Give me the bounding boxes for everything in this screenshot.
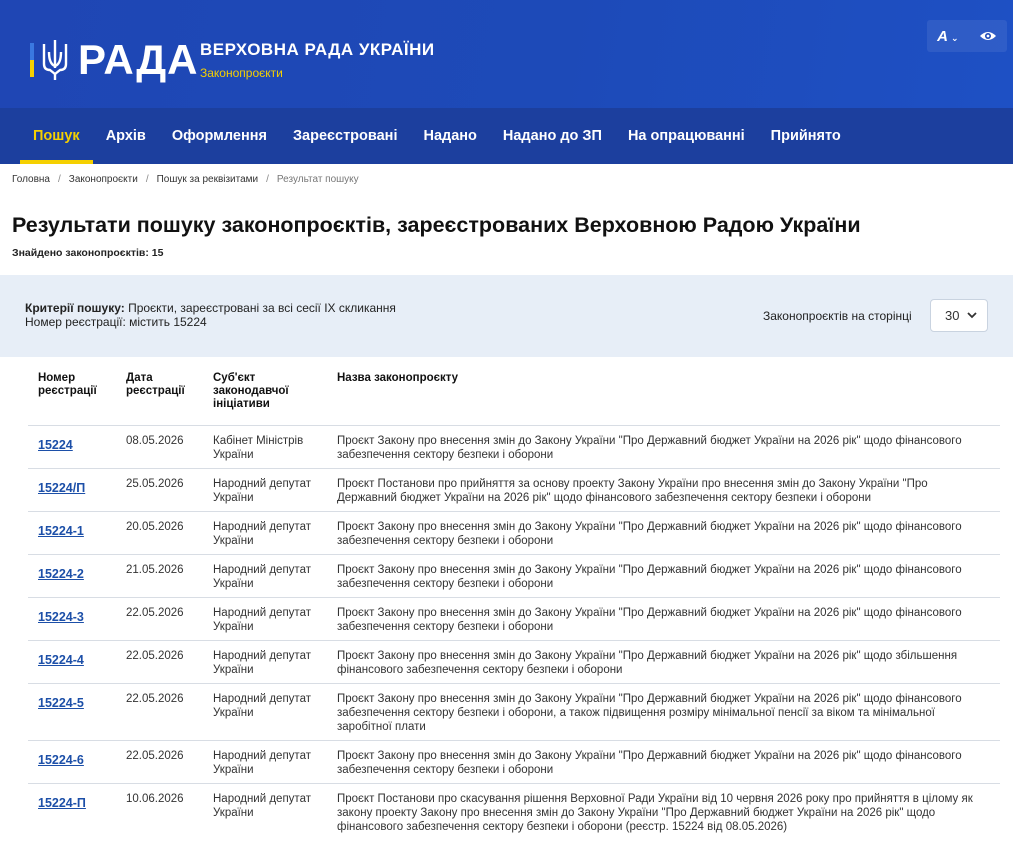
cell-subject: Народний депутат України: [203, 784, 327, 841]
cell-date: 10.06.2026: [116, 784, 203, 841]
nav-item-drafting[interactable]: Оформлення: [171, 128, 267, 144]
nav-item-archive[interactable]: Архів: [105, 128, 146, 144]
table-row: [28, 598, 1000, 641]
breadcrumb-separator: /: [145, 174, 149, 185]
cell-subject: Народний депутат України: [203, 555, 327, 598]
bill-number-link[interactable]: 15224-1: [38, 524, 84, 538]
logo-word: РАДА: [78, 36, 199, 83]
bill-number-link[interactable]: 15224/П: [38, 481, 86, 495]
cell-number: [28, 684, 116, 741]
cell-date: 20.05.2026: [116, 512, 203, 555]
cell-subject: Народний депутат України: [203, 641, 327, 684]
cell-subject: Кабінет Міністрів України: [203, 426, 327, 469]
bill-number-link[interactable]: 15224-2: [38, 567, 84, 581]
cell-number: [28, 741, 116, 784]
table-row: [28, 741, 1000, 784]
results-table: [28, 362, 1000, 840]
breadcrumb-separator: /: [58, 174, 61, 185]
nav-item-adopted[interactable]: Прийнято: [770, 128, 841, 144]
table-header-row: [28, 362, 1000, 426]
font-size-button[interactable]: [937, 28, 958, 45]
per-page-select[interactable]: [930, 299, 988, 332]
chevron-down-icon: [967, 312, 977, 319]
cell-subject: Народний депутат України: [203, 469, 327, 512]
cell-title: Проєкт Закону про внесення змін до Закону України "Про Державний бюджет України на 2026 рік" щодо збільшення фінансового забезпечення сектору безпеки і оборони: [327, 641, 1000, 684]
cell-title: Проєкт Закону про внесення змін до Закону України "Про Державний бюджет України на 2026 рік" щодо фінансового забезпечення сектору безпеки і оборони, а також підвищення розміру мінімальної пенсії за віком та мінімальної заробітної плати: [327, 684, 1000, 741]
site-logo[interactable]: [30, 38, 198, 82]
criteria-value: Проєкти, зареєстровані за всі сесії IX скликання: [128, 301, 396, 315]
breadcrumb: [12, 174, 359, 185]
column-header-subject: Суб'єкт законодавчої ініціативи: [213, 372, 289, 410]
cell-date: 25.05.2026: [116, 469, 203, 512]
breadcrumb-current: Результат пошуку: [276, 174, 359, 185]
cell-date: 22.05.2026: [116, 741, 203, 784]
criteria-text: [25, 301, 396, 329]
cell-title: Проєкт Закону про внесення змін до Закону України "Про Державний бюджет України на 2026 рік" щодо фінансового забезпечення сектору безпеки і оборони: [327, 512, 1000, 555]
site-title-sub[interactable]: Законопроєкти: [200, 66, 283, 80]
cell-subject: Народний депутат України: [203, 512, 327, 555]
chevron-down-icon: ⌄: [950, 32, 959, 43]
cell-number: [28, 426, 116, 469]
cell-date: 22.05.2026: [116, 598, 203, 641]
site-title: [200, 40, 435, 80]
breadcrumb-search[interactable]: Пошук за реквізитами: [156, 174, 259, 185]
per-page-value: 30: [945, 308, 960, 323]
cell-title: Проєкт Закону про внесення змін до Закону України "Про Державний бюджет України на 2026 рік" щодо фінансового забезпечення сектору безпеки і оборони: [327, 555, 1000, 598]
table-row: [28, 784, 1000, 841]
breadcrumb-bills[interactable]: Законопроєкти: [68, 174, 138, 185]
cell-title: Проєкт Закону про внесення змін до Закону України "Про Державний бюджет України на 2026 рік" щодо фінансового забезпечення сектору безпеки і оборони: [327, 598, 1000, 641]
table-row: [28, 641, 1000, 684]
cell-number: [28, 469, 116, 512]
cell-subject: Народний депутат України: [203, 684, 327, 741]
cell-subject: Народний депутат України: [203, 598, 327, 641]
table-row: [28, 426, 1000, 469]
cell-number: [28, 598, 116, 641]
cell-subject: Народний депутат України: [203, 741, 327, 784]
nav-item-submitted-zp[interactable]: Надано до ЗП: [502, 128, 602, 144]
cell-number: [28, 784, 116, 841]
header-tools: [927, 20, 1007, 52]
bill-number-link[interactable]: 15224-6: [38, 753, 84, 767]
trident-icon: [40, 38, 70, 82]
bill-number-link[interactable]: 15224: [38, 438, 73, 452]
page-title: Результати пошуку законопроєктів, зареєстрованих Верховною Радою України: [12, 213, 861, 237]
cell-number: [28, 641, 116, 684]
cell-date: 22.05.2026: [116, 641, 203, 684]
criteria-label: Критерії пошуку:: [25, 301, 125, 315]
nav-item-search[interactable]: Пошук: [20, 108, 93, 164]
cell-number: [28, 555, 116, 598]
cell-date: 21.05.2026: [116, 555, 203, 598]
cell-date: 08.05.2026: [116, 426, 203, 469]
table-row: [28, 555, 1000, 598]
bill-number-link[interactable]: 15224-П: [38, 796, 86, 810]
bill-number-link[interactable]: 15224-4: [38, 653, 84, 667]
table-row: [28, 469, 1000, 512]
cell-number: [28, 512, 116, 555]
main-nav: [0, 108, 1013, 164]
cell-title: Проєкт Постанови про скасування рішення Верховної Ради України від 10 червня 2026 року про прийняття в цілому як закону проекту Закону про внесення змін до Закону України "Про Державний бюджет України на 2026 рік" щодо фінансового забезпечення сектору безпеки і оборони (реєстр. 15224 від 08.05.2026): [327, 784, 1000, 841]
nav-item-registered[interactable]: Зареєстровані: [292, 128, 398, 144]
reg-number-label: Номер реєстрації:: [25, 315, 126, 329]
results-count: Знайдено законопроєктів: 15: [12, 247, 164, 259]
flag-stripe: [30, 43, 34, 77]
cell-title: Проєкт Закону про внесення змін до Закону України "Про Державний бюджет України на 2026 рік" щодо фінансового забезпечення сектору безпеки і оборони: [327, 741, 1000, 784]
column-header-number: Номер реєстрації: [38, 372, 97, 397]
nav-item-submitted[interactable]: Надано: [423, 128, 477, 144]
nav-item-in-progress[interactable]: На опрацюванні: [627, 128, 745, 144]
bill-number-link[interactable]: 15224-3: [38, 610, 84, 624]
font-size-label: A: [937, 27, 948, 45]
per-page-label: Законопроєктів на сторінці: [763, 309, 912, 323]
eye-icon[interactable]: [979, 30, 997, 42]
bill-number-link[interactable]: 15224-5: [38, 696, 84, 710]
search-criteria-panel: [0, 275, 1013, 357]
reg-number-value: містить 15224: [129, 315, 207, 329]
table-row: [28, 512, 1000, 555]
cell-date: 22.05.2026: [116, 684, 203, 741]
column-header-title: Назва законопроєкту: [337, 372, 459, 384]
column-header-date: Дата реєстрації: [126, 372, 185, 397]
breadcrumb-separator: /: [266, 174, 269, 185]
cell-title: Проєкт Постанови про прийняття за основу проекту Закону України про внесення змін до Закону України "Про Державний бюджет України на 2026 рік" щодо фінансового забезпечення сектору безпеки і оборони: [327, 469, 1000, 512]
breadcrumb-home[interactable]: Головна: [12, 174, 50, 185]
table-row: [28, 684, 1000, 741]
site-title-main: ВЕРХОВНА РАДА УКРАЇНИ: [200, 40, 435, 59]
site-header: [0, 0, 1013, 108]
cell-title: Проєкт Закону про внесення змін до Закону України "Про Державний бюджет України на 2026 рік" щодо фінансового забезпечення сектору безпеки і оборони: [327, 426, 1000, 469]
